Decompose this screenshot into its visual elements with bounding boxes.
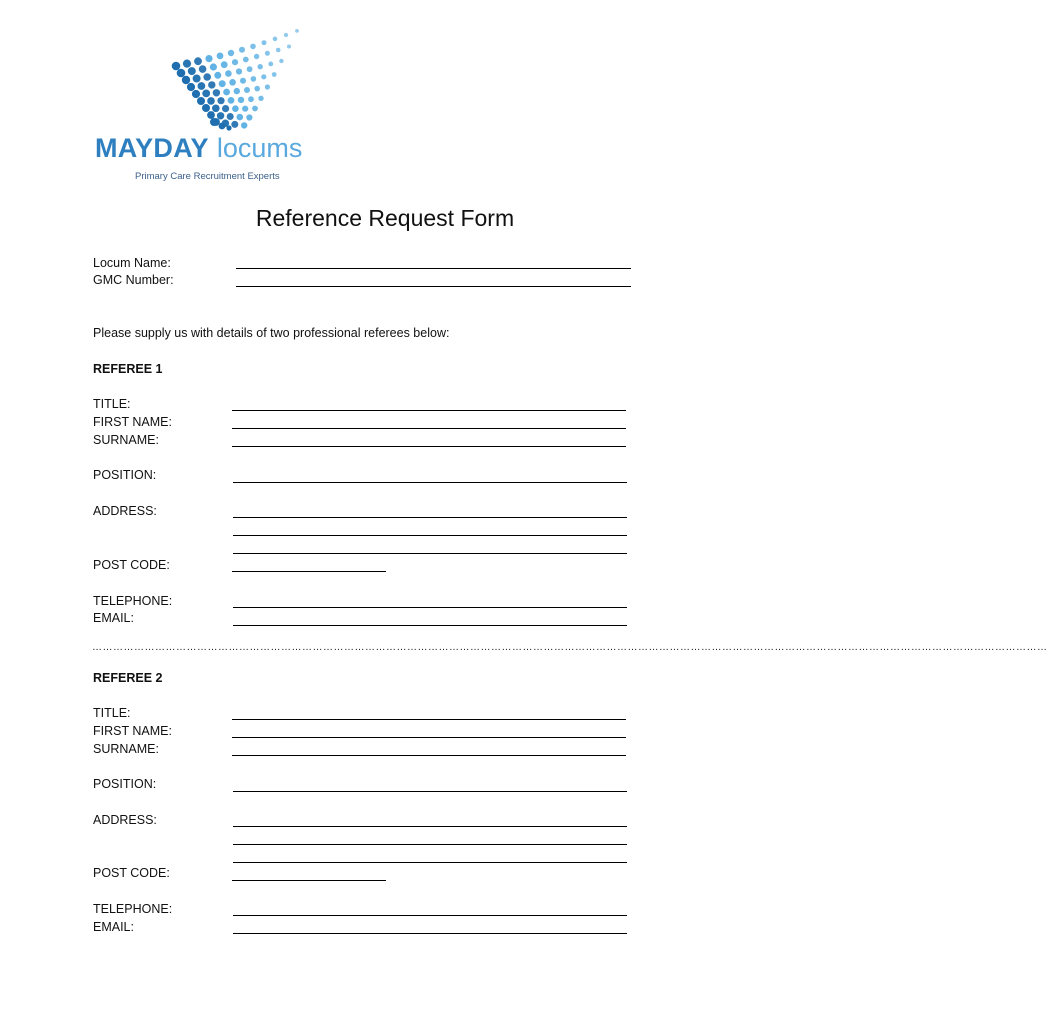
logo-dot <box>207 97 215 105</box>
referee-1-surname-label: SURNAME: <box>93 433 159 447</box>
logo-dot <box>225 70 232 77</box>
logo-dot <box>250 44 256 50</box>
brand-name-strong: MAYDAY <box>95 133 209 163</box>
referee-2-email-field[interactable] <box>233 933 627 934</box>
logo-dot <box>203 73 211 81</box>
logo-dot <box>192 90 200 98</box>
page-title: Reference Request Form <box>255 205 515 231</box>
logo-dot <box>217 112 224 119</box>
referee-1-postcode-field[interactable] <box>232 571 386 572</box>
logo-dot <box>276 48 281 53</box>
logo-dot <box>262 40 267 45</box>
logo-dot <box>234 88 240 94</box>
logo-dot <box>187 83 195 91</box>
logo-dot <box>251 76 257 82</box>
logo-dot <box>226 125 231 130</box>
referee-2-telephone-field[interactable] <box>233 915 627 916</box>
referee-2-heading: REFEREE 2 <box>93 671 163 685</box>
logo-dot <box>202 104 210 112</box>
referee-1-heading: REFEREE 1 <box>93 362 163 376</box>
referee-1-address-line-1[interactable] <box>233 517 627 518</box>
intro-text: Please supply us with details of two professional referees below: <box>93 326 450 340</box>
brand-name <box>95 135 302 162</box>
referee-1-address-label: ADDRESS: <box>93 504 157 518</box>
logo-dot <box>243 57 249 63</box>
logo-dot <box>237 114 244 121</box>
logo-dot <box>217 97 224 104</box>
referee-2-postcode-field[interactable] <box>232 880 386 881</box>
brand-name-light: locums <box>216 133 303 163</box>
logo-dot <box>207 111 215 119</box>
logo-dot <box>221 61 228 68</box>
logo-dot <box>254 54 259 59</box>
logo-dot <box>214 72 221 79</box>
logo-dot <box>227 113 234 120</box>
logo-dot <box>258 96 263 101</box>
logo-dot <box>241 122 247 128</box>
logo-dot <box>258 64 263 69</box>
referee-1-telephone-field[interactable] <box>233 607 627 608</box>
logo-dot <box>228 50 234 56</box>
logo-dot <box>273 37 278 42</box>
logo-dot <box>219 80 226 87</box>
logo-dot <box>223 89 230 96</box>
logo-dot <box>193 75 201 83</box>
referee-2-first-name-field[interactable] <box>232 737 626 738</box>
logo-dot <box>188 67 196 75</box>
logo-dot <box>236 68 242 74</box>
logo-dot <box>261 74 266 79</box>
referee-2-first-name-label: FIRST NAME: <box>93 724 172 738</box>
referee-2-address-label: ADDRESS: <box>93 813 157 827</box>
locum-name-label: Locum Name: <box>93 256 171 270</box>
referee-2-address-line-3[interactable] <box>233 862 627 863</box>
logo-dot <box>246 114 252 120</box>
logo-dot <box>202 90 210 98</box>
logo-dot <box>232 59 238 65</box>
referee-2-address-line-1[interactable] <box>233 826 627 827</box>
referee-1-first-name-field[interactable] <box>232 428 626 429</box>
referee-1-email-label: EMAIL: <box>93 611 134 625</box>
logo-dot <box>217 53 224 60</box>
referee-2-title-label: TITLE: <box>93 706 131 720</box>
brand-tagline: Primary Care Recruitment Experts <box>135 171 280 182</box>
logo-dot <box>268 62 273 67</box>
logo-dot <box>183 60 191 68</box>
logo-dot <box>208 81 215 88</box>
gmc-number-field[interactable] <box>236 286 631 287</box>
logo-dot <box>240 78 246 84</box>
logo-dot <box>197 97 205 105</box>
logo-dot <box>177 69 186 78</box>
referee-2-surname-label: SURNAME: <box>93 742 159 756</box>
logo-dot <box>205 55 212 62</box>
logo-dot <box>219 123 226 130</box>
logo-dot <box>198 82 206 90</box>
referee-2-position-label: POSITION: <box>93 777 157 791</box>
referee-1-postcode-label: POST CODE: <box>93 558 170 572</box>
gmc-number-label: GMC Number: <box>93 273 174 287</box>
referee-1-telephone-label: TELEPHONE: <box>93 594 173 608</box>
referee-1-address-line-2[interactable] <box>233 535 627 536</box>
logo-dot <box>252 106 258 112</box>
referee-1-position-label: POSITION: <box>93 468 157 482</box>
logo-dot <box>279 59 283 63</box>
referee-2-telephone-label: TELEPHONE: <box>93 902 173 916</box>
referee-1-title-field[interactable] <box>232 410 626 411</box>
logo-dot <box>254 86 260 92</box>
logo-dot <box>199 65 207 73</box>
logo-dot <box>247 66 253 72</box>
logo-dot <box>222 105 229 112</box>
logo-dot <box>172 62 181 71</box>
logo-dot-wave-icon <box>64 22 354 137</box>
referee-2-email-label: EMAIL: <box>93 920 134 934</box>
locum-name-field[interactable] <box>236 268 631 269</box>
logo-dot <box>239 47 245 53</box>
logo-dot <box>229 79 236 86</box>
referee-1-email-field[interactable] <box>233 625 627 626</box>
logo-dot <box>265 51 270 56</box>
logo-dot <box>232 105 239 112</box>
logo-dot <box>182 76 190 84</box>
referee-2-postcode-label: POST CODE: <box>93 866 170 880</box>
referee-1-surname-field[interactable] <box>232 446 626 447</box>
logo-dot <box>228 97 235 104</box>
referee-1-first-name-label: FIRST NAME: <box>93 415 172 429</box>
referee-2-title-field[interactable] <box>232 719 626 720</box>
logo-dot <box>272 72 277 77</box>
logo-dot <box>231 121 238 128</box>
logo-dot <box>194 57 202 65</box>
logo-dot <box>210 118 218 126</box>
referee-2-surname-field[interactable] <box>232 755 626 756</box>
referee-2-position-field[interactable] <box>233 791 627 792</box>
logo-dot <box>248 96 254 102</box>
referee-1-position-field[interactable] <box>233 482 627 483</box>
logo-dot <box>242 106 248 112</box>
logo-dot <box>295 29 299 33</box>
logo-dot <box>284 33 288 37</box>
logo-dot <box>265 84 270 89</box>
logo-dot <box>238 97 244 103</box>
dotted-separator: ………………………………………………………………………………………………………………………………………………………………………………………………………………………………………………… <box>92 642 1048 653</box>
logo-dot <box>210 63 217 70</box>
logo-dot <box>213 89 220 96</box>
referee-1-title-label: TITLE: <box>93 397 131 411</box>
referee-1-address-line-3[interactable] <box>233 553 627 554</box>
referee-2-address-line-2[interactable] <box>233 844 627 845</box>
logo-dot <box>244 87 250 93</box>
logo-dot <box>212 105 220 113</box>
logo-dot <box>287 45 291 49</box>
